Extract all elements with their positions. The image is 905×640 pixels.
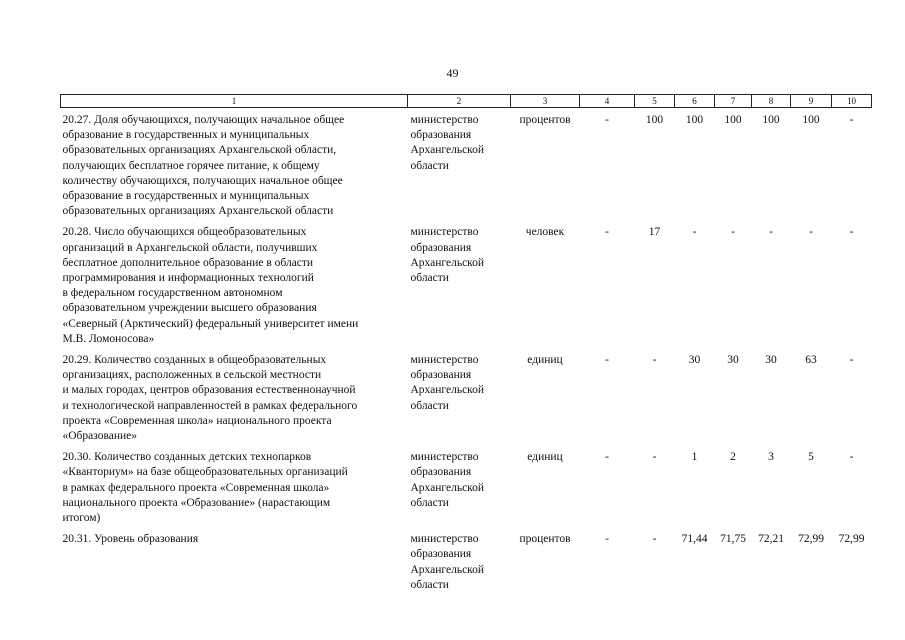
value-cell: 100 xyxy=(802,114,820,126)
value-cell: - xyxy=(849,226,854,239)
unit-cell: человек xyxy=(525,226,565,239)
value-cell: - xyxy=(605,533,609,546)
value-cell: 30 xyxy=(765,354,777,367)
unit-cell: единиц xyxy=(527,451,563,464)
value-cell: 100 xyxy=(685,114,704,126)
value-cell: 1 xyxy=(691,451,698,464)
value-cell: - xyxy=(605,451,609,464)
value-cell: - xyxy=(809,226,813,239)
indicator-cell: 20.28. Число обучающихся общеобразовательных организаций в Архангельской области, получивших бесплатное дополнительное образование в области программирования и информационных технологий в федеральном государственном автономном образовательном учреждении высшего образования «Северный (Арктический) федеральный университет имени М.В. Ломоносова» xyxy=(62,226,359,345)
indicator-cell: 20.27. Доля обучающихся, получающих начальное общее образование в государственных и муниципальных образовательных организациях Архангельской области, получающих бесплатное горячее питание, к общему количеству обучающихся, получающих начальное общее образование в государственных и муниципальных образовательных организациях Архангельской области xyxy=(62,114,345,218)
responsible-cell: министерство образования Архангельской области xyxy=(410,354,485,412)
value-cell: - xyxy=(692,226,697,239)
value-cell: 3 xyxy=(768,451,774,464)
value-cell: - xyxy=(849,451,854,464)
value-cell: - xyxy=(769,226,773,239)
column-header-2: 2 xyxy=(408,95,511,108)
table-row xyxy=(61,532,872,599)
value-cell: - xyxy=(652,533,657,546)
value-cell: 72,21 xyxy=(758,533,784,546)
unit-cell: процентов xyxy=(519,114,571,126)
value-cell: - xyxy=(849,354,854,367)
value-cell: 100 xyxy=(645,114,664,126)
value-cell: - xyxy=(605,354,609,367)
value-cell: 71,75 xyxy=(720,533,746,546)
column-number-header xyxy=(61,95,872,108)
value-cell: 71,44 xyxy=(681,533,708,546)
table-row xyxy=(61,225,872,353)
table-row xyxy=(61,450,872,532)
column-header-4: 4 xyxy=(580,95,635,108)
value-cell: 63 xyxy=(805,354,817,367)
indicator-cell: 20.31. Уровень образования xyxy=(62,533,199,546)
table-row xyxy=(61,108,872,226)
value-cell: - xyxy=(849,114,854,126)
indicator-cell: 20.30. Количество созданных детских технопарков «Кванториум» на базе общеобразовательных организаций в рамках федерального проекта «Современная школа» национального проекта «Образование» (нарастающим итогом) xyxy=(62,451,348,525)
column-header-8: 8 xyxy=(752,95,791,108)
column-header-7: 7 xyxy=(715,95,752,108)
page-number: 49 xyxy=(446,66,459,80)
responsible-cell: министерство образования Архангельской области xyxy=(410,533,485,591)
value-cell: 17 xyxy=(648,226,661,239)
value-cell: - xyxy=(605,114,609,126)
responsible-cell: министерство образования Архангельской области xyxy=(410,451,485,509)
value-cell: 5 xyxy=(808,451,814,464)
unit-cell: процентов xyxy=(519,533,571,546)
column-header-9: 9 xyxy=(791,95,832,108)
responsible-cell: министерство образования Архангельской области xyxy=(410,114,485,172)
indicator-cell: 20.29. Количество созданных в общеобразовательных организациях, расположенных в сельской местности и малых городах, центров образования естественнонаучной и технологической направленностей в рамках федерального проекта «Современная школа» национального проекта «Образование» xyxy=(62,354,358,443)
column-header-1: 1 xyxy=(61,95,408,108)
indicators-table xyxy=(60,94,872,599)
value-cell: - xyxy=(652,451,657,464)
value-cell: 72,99 xyxy=(838,533,865,546)
value-cell: 2 xyxy=(730,451,736,464)
value-cell: 100 xyxy=(724,114,742,126)
column-header-6: 6 xyxy=(675,95,715,108)
value-cell: - xyxy=(605,226,609,239)
column-header-10: 10 xyxy=(832,95,872,108)
value-cell: 30 xyxy=(688,354,701,367)
value-cell: - xyxy=(652,354,657,367)
value-cell: 30 xyxy=(727,354,739,367)
value-cell: 100 xyxy=(762,114,780,126)
column-header-5: 5 xyxy=(635,95,675,108)
table-row xyxy=(61,353,872,450)
value-cell: 72,99 xyxy=(798,533,824,546)
value-cell: - xyxy=(731,226,735,239)
unit-cell: единиц xyxy=(527,354,563,367)
column-header-3: 3 xyxy=(511,95,580,108)
responsible-cell: министерство образования Архангельской области xyxy=(410,226,485,285)
